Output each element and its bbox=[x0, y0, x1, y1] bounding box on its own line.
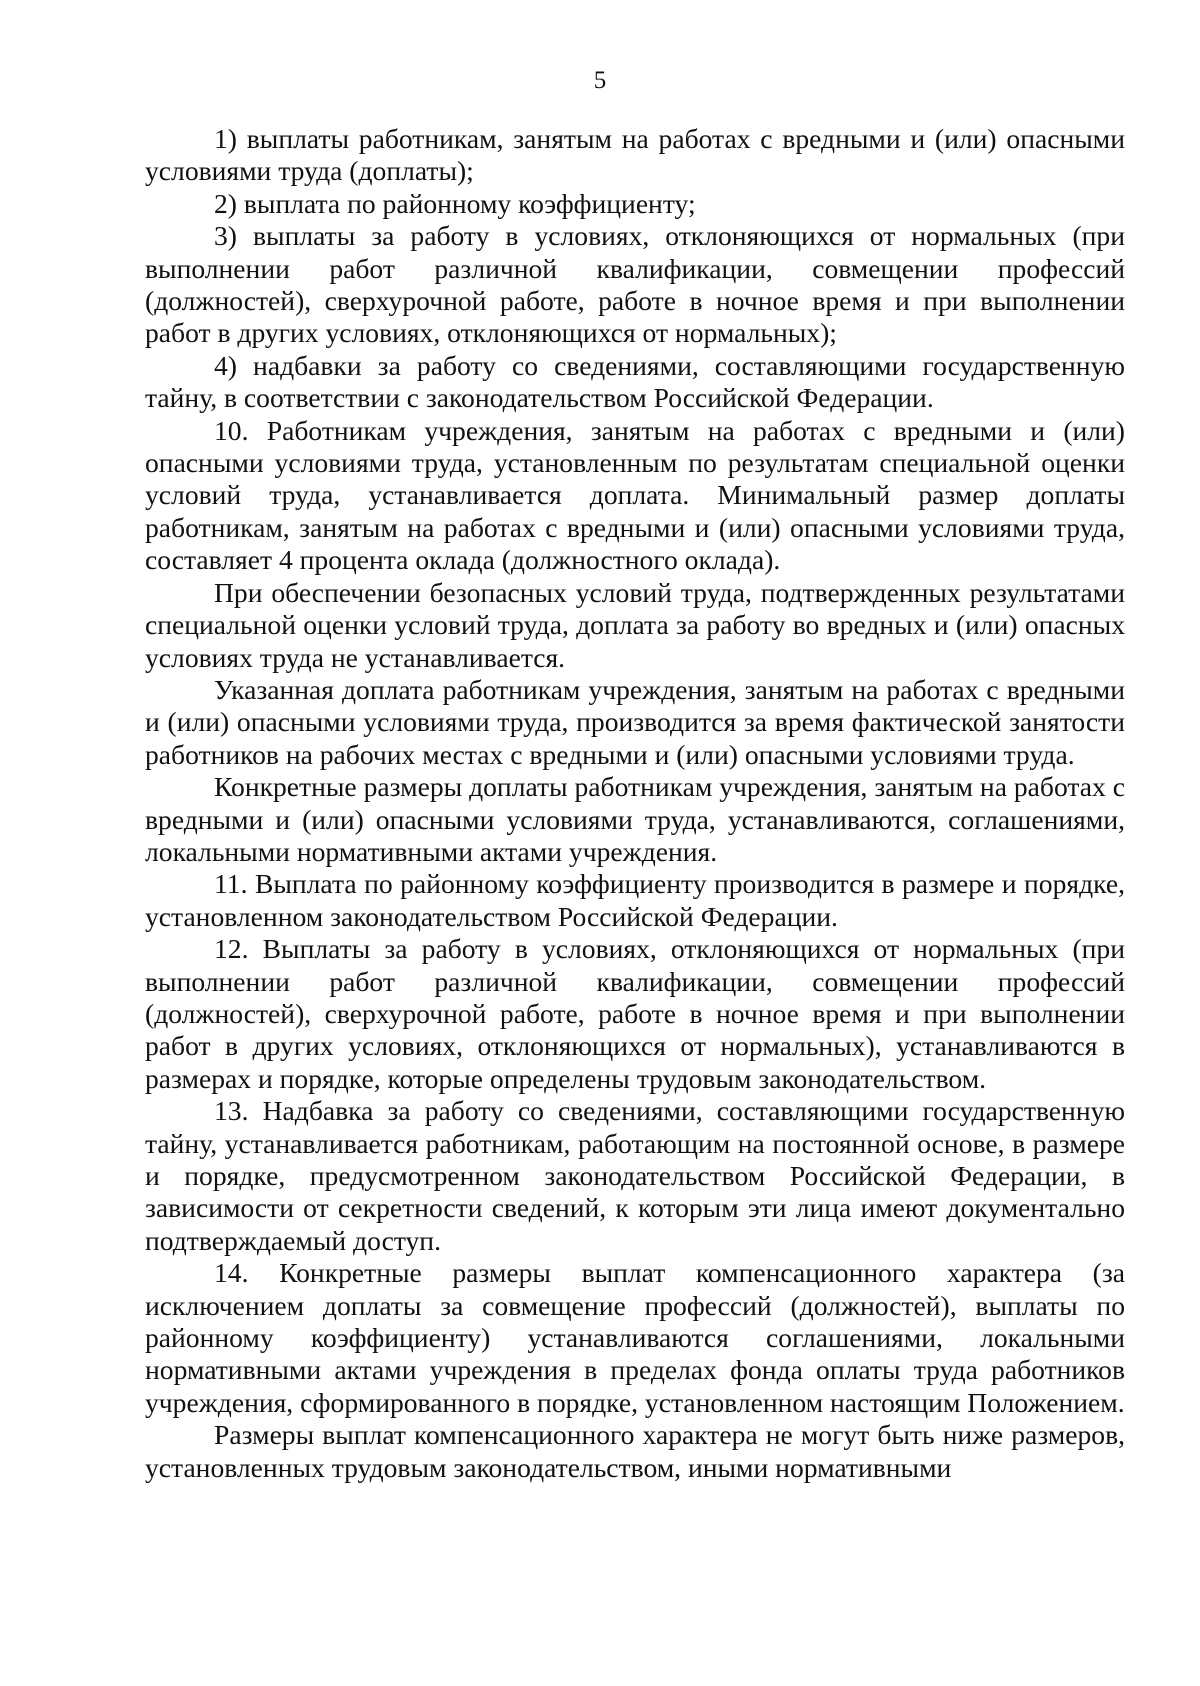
paragraph-item-4-state-secret-allowance: 4) надбавки за работу со сведениями, составляющими государственную тайну, в соответствии с законодательством Российской Федерации. bbox=[145, 349, 1125, 414]
paragraph-clause-10-safe-conditions: При обеспечении безопасных условий труда, подтвержденных результатами специальной оценки условий труда, доплата за работу во вредных и (или) опасных условиях труда не устанавливается. bbox=[145, 576, 1125, 673]
paragraph-item-2-regional-coefficient: 2) выплата по районному коэффициенту; bbox=[214, 187, 696, 219]
page-number: 5 bbox=[593, 67, 607, 94]
paragraph-item-3-abnormal-conditions: 3) выплаты за работу в условиях, отклоняющихся от нормальных (при выполнении работ различной квалификации, совмещении профессий (должностей), сверхурочной работе, работе в ночное время и при выполнении работ в других условиях, отклоняющихся от нормальных); bbox=[145, 220, 1125, 349]
document-body bbox=[145, 123, 1125, 1484]
paragraph-clause-10-actual-employment: Указанная доплата работникам учреждения, занятым на работах с вредными и (или) опасными условиями труда, производится за время фактической занятости работников на рабочих местах с вредными и (или) опасными условиями труда. bbox=[145, 673, 1125, 770]
paragraph-clause-13: 13. Надбавка за работу со сведениями, составляющими государственную тайну, устанавливается работникам, работающим на постоянной основе, в размере и порядке, предусмотренном законодательством Российской Федерации, в зависимости от секретности сведений, к которым эти лица имеют документально подтверждаемый доступ. bbox=[145, 1095, 1125, 1256]
paragraph-clause-10: 10. Работникам учреждения, занятым на работах с вредными и (или) опасными условиями труда, установленным по результатам специальной оценки условий труда, устанавливается доплата. Минимальный размер доплаты работникам, занятым на работах с вредными и (или) опасными условиями труда, составляет 4 процента оклада (должностного оклада). bbox=[145, 414, 1125, 576]
paragraph-clause-11: 11. Выплата по районному коэффициенту производится в размере и порядке, установленном законодательством Российской Федерации. bbox=[145, 868, 1125, 932]
paragraph-clause-14-minimum-amounts: Размеры выплат компенсационного характера не могут быть ниже размеров, установленных трудовым законодательством, иными нормативными bbox=[145, 1419, 1125, 1483]
paragraph-clause-12: 12. Выплаты за работу в условиях, отклоняющихся от нормальных (при выполнении работ различной квалификации, совмещении профессий (должностей), сверхурочной работе, работе в ночное время и при выполнении работ в других условиях, отклоняющихся от нормальных), устанавливаются в размерах и порядке, которые определены трудовым законодательством. bbox=[145, 933, 1125, 1094]
paragraph-item-1-payments-harmful-conditions: 1) выплаты работникам, занятым на работах с вредными и (или) опасными условиями труда (доплаты); bbox=[145, 123, 1125, 187]
paragraph-clause-14: 14. Конкретные размеры выплат компенсационного характера (за исключением доплаты за совмещение профессий (должностей), выплаты по районному коэффициенту) устанавливаются соглашениями, локальными нормативными актами учреждения в пределах фонда оплаты труда работников учреждения, сформированного в порядке, установленном настоящим Положением. bbox=[145, 1257, 1125, 1418]
paragraph-clause-10-specific-amounts: Конкретные размеры доплаты работникам учреждения, занятым на работах с вредными и (или) опасными условиями труда, устанавливаются, соглашениями, локальными нормативными актами учреждения. bbox=[145, 771, 1125, 867]
